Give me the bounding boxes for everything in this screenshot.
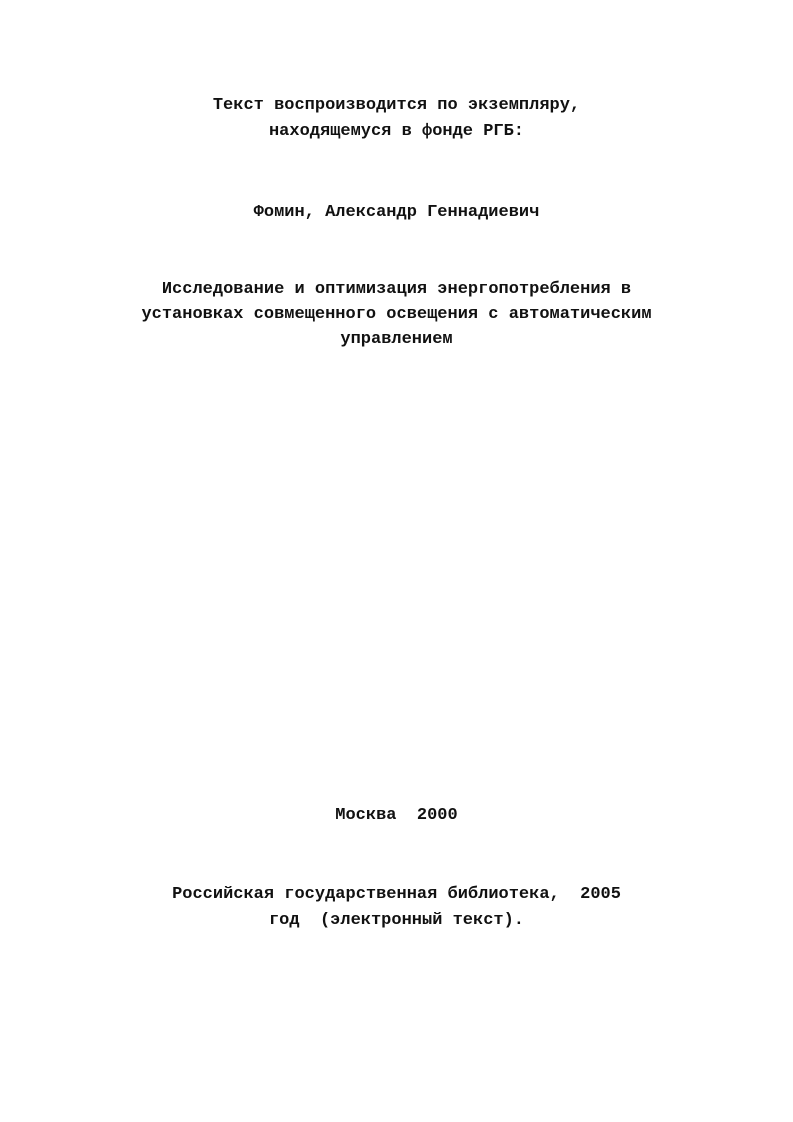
publication-place-year: Москва 2000 [335,806,458,825]
title-line-3: управлением [340,330,453,349]
library-note-line-1: Российская государственная библиотека, 2005 [172,885,621,904]
library-note-line-2: год (электронный текст). [268,911,525,930]
source-note-line-1: Текст воспроизводится по экземпляру, [212,96,581,115]
title-line-1: Исследование и оптимизация энергопотребления в [161,280,632,299]
title-line-2: установках совмещенного освещения с автоматическим [141,305,652,324]
author-name: Фомин, Александр Геннадиевич [253,203,540,222]
source-note-line-2: находящемуся в фонде РГБ: [268,122,525,141]
